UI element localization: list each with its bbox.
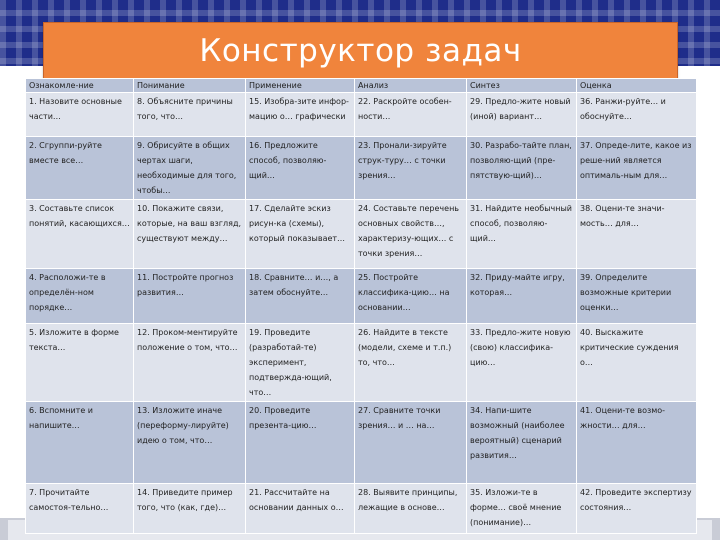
column-header-application: Применение <box>246 79 355 93</box>
table-cell: 8. Объясните причины того, что… <box>134 93 246 137</box>
table-cell: 40. Выскажите критические суждения о… <box>577 324 697 402</box>
column-header-analysis: Анализ <box>355 79 467 93</box>
table-cell: 7. Прочитайте самостоя-тельно… <box>26 484 134 534</box>
table-cell: 23. Пронали-зируйте струк-туру… с точки зрения… <box>355 137 467 200</box>
table-cell: 26. Найдите в тексте (модели, схеме и т.п.) то, что… <box>355 324 467 402</box>
table-cell: 18. Сравните… и…, а затем обоснуйте… <box>246 269 355 324</box>
table-cell: 33. Предло-жите новую (свою) классифика-цию… <box>467 324 577 402</box>
table-cell: 25. Постройте классифика-цию… на основании… <box>355 269 467 324</box>
table-cell: 29. Предло-жите новый (иной) вариант… <box>467 93 577 137</box>
table-cell: 32. Приду-майте игру, которая… <box>467 269 577 324</box>
table-cell: 28. Выявите принципы, лежащие в основе… <box>355 484 467 534</box>
table-row <box>26 200 697 269</box>
table-cell: 3. Составьте список понятий, касающихся… <box>26 200 134 269</box>
table-cell: 16. Предложите способ, позволяю-щий… <box>246 137 355 200</box>
table-cell: 24. Составьте перечень основных свойств…, характеризу-ющих… с точки зрения… <box>355 200 467 269</box>
task-constructor-table <box>25 78 697 534</box>
table-cell: 35. Изложи-те в форме… своё мнение (понимание)… <box>467 484 577 534</box>
column-header-evaluation: Оценка <box>577 79 697 93</box>
table-cell: 12. Проком-ментируйте положение о том, что… <box>134 324 246 402</box>
table-row <box>26 324 697 402</box>
table-cell: 6. Вспомните и напишите… <box>26 402 134 484</box>
column-header-knowledge: Ознакомле-ние <box>26 79 134 93</box>
table-cell: 38. Оцени-те значи-мость… для… <box>577 200 697 269</box>
page-title: Конструктор задач <box>199 33 522 69</box>
table-cell: 30. Разрабо-тайте план, позволяю-щий (пре-пятствую-щий)… <box>467 137 577 200</box>
table-row <box>26 93 697 137</box>
column-header-comprehension: Понимание <box>134 79 246 93</box>
table-cell: 36. Ранжи-руйте… и обоснуйте… <box>577 93 697 137</box>
table-cell: 14. Приведите пример того, что (как, где)… <box>134 484 246 534</box>
table-cell: 11. Постройте прогноз развития… <box>134 269 246 324</box>
table-cell: 27. Сравните точки зрения… и … на… <box>355 402 467 484</box>
table-cell: 42. Проведите экспертизу состояния… <box>577 484 697 534</box>
table-cell: 10. Покажите связи, которые, на ваш взгляд, существуют между… <box>134 200 246 269</box>
table-cell: 4. Расположи-те в определён-ном порядке… <box>26 269 134 324</box>
table-cell: 1. Назовите основные части… <box>26 93 134 137</box>
table-cell: 13. Изложите иначе (переформу-лируйте) идею о том, что… <box>134 402 246 484</box>
table-cell: 9. Обрисуйте в общих чертах шаги, необходимые для того, чтобы… <box>134 137 246 200</box>
task-constructor-table-container <box>25 78 696 527</box>
table-cell: 34. Напи-шите возможный (наиболее вероятный) сценарий развития… <box>467 402 577 484</box>
table-row <box>26 137 697 200</box>
table-cell: 41. Оцени-те возмо-жности… для… <box>577 402 697 484</box>
column-header-synthesis: Синтез <box>467 79 577 93</box>
table-row <box>26 269 697 324</box>
table-cell: 31. Найдите необычный способ, позволяю-щий… <box>467 200 577 269</box>
table-cell: 2. Сгруппи-руйте вместе все… <box>26 137 134 200</box>
table-cell: 17. Сделайте эскиз рисун-ка (схемы), который показывает… <box>246 200 355 269</box>
table-cell: 22. Раскройте особен-ности… <box>355 93 467 137</box>
table-cell: 15. Изобра-зите инфор-мацию о… графически <box>246 93 355 137</box>
table-cell: 37. Опреде-лите, какое из реше-ний является оптималь-ным для… <box>577 137 697 200</box>
table-row <box>26 484 697 534</box>
title-banner <box>43 22 678 80</box>
table-cell: 39. Определите возможные критерии оценки… <box>577 269 697 324</box>
table-cell: 20. Проведите презента-цию… <box>246 402 355 484</box>
table-header-row <box>26 79 697 93</box>
table-cell: 21. Рассчитайте на основании данных о… <box>246 484 355 534</box>
table-row <box>26 402 697 484</box>
table-cell: 5. Изложите в форме текста… <box>26 324 134 402</box>
table-cell: 19. Проведите (разработай-те) эксперимент, подтвержда-ющий, что… <box>246 324 355 402</box>
